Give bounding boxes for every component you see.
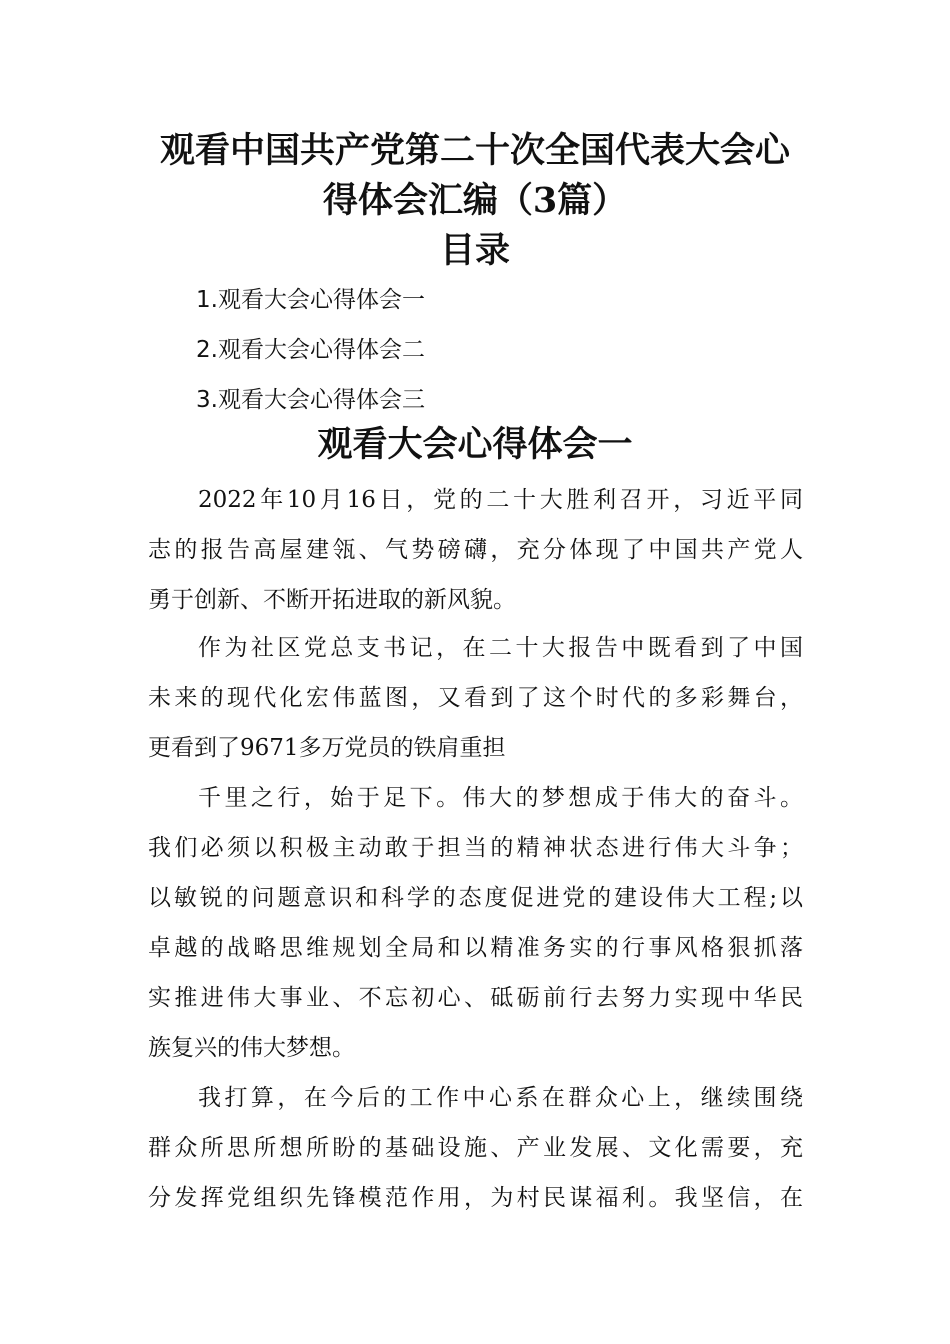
body-line: 分发挥党组织先锋模范作用，为村民谋福利。我坚信，在 (148, 1185, 803, 1211)
body-line: 卓越的战略思维规划全局和以精准务实的行事风格狠抓落 (148, 935, 803, 961)
body-line: 勇于创新、不断开拓进取的新风貌。 (148, 587, 516, 613)
body-line: 2022年10月16日，党的二十大胜利召开，习近平同 (198, 487, 803, 513)
toc-item: 3.观看大会心得体会三 (196, 387, 425, 413)
body-line: 以敏锐的问题意识和科学的态度促进党的建设伟大工程;以 (148, 885, 803, 911)
body-line: 我们必须以积极主动敢于担当的精神状态进行伟大斗争； (148, 835, 803, 861)
toc-heading: 目录 (439, 230, 510, 271)
document-title-line-2: 得体会汇编（3篇） (322, 180, 628, 221)
body-line: 群众所思所想所盼的基础设施、产业发展、文化需要，充 (148, 1135, 803, 1161)
body-line: 千里之行，始于足下。伟大的梦想成于伟大的奋斗。 (198, 785, 803, 811)
toc-item: 1.观看大会心得体会一 (196, 287, 425, 313)
section-heading: 观看大会心得体会一 (317, 424, 633, 465)
body-line: 族复兴的伟大梦想。 (148, 1035, 355, 1061)
body-line: 实推进伟大事业、不忘初心、砥砺前行去努力实现中华民 (148, 985, 803, 1011)
toc-item: 2.观看大会心得体会二 (196, 337, 425, 363)
body-line: 我打算，在今后的工作中心系在群众心上，继续围绕 (198, 1085, 803, 1111)
document-title-line-1: 观看中国共产党第二十次全国代表大会心 (159, 130, 790, 171)
body-line: 志的报告高屋建瓴、气势磅礴，充分体现了中国共产党人 (148, 537, 803, 563)
body-line: 未来的现代化宏伟蓝图，又看到了这个时代的多彩舞台， (148, 685, 803, 711)
body-line: 作为社区党总支书记，在二十大报告中既看到了中国 (198, 635, 803, 661)
body-line: 更看到了9671多万党员的铁肩重担 (148, 735, 506, 761)
